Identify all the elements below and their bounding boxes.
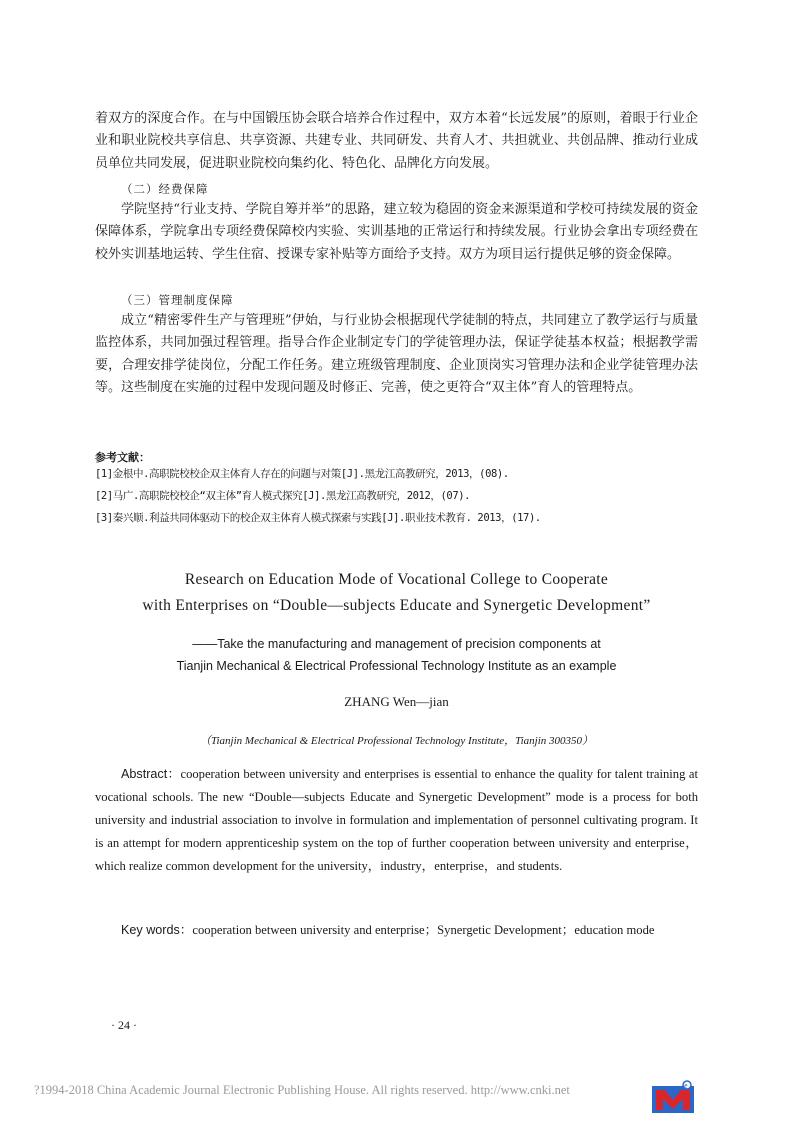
abstract-label: Abstract [121, 767, 168, 781]
reference-item: [1]金根中.高职院校校企双主体育人存在的问题与对策[J].黑龙江高教研究，2013，(08). [95, 468, 509, 480]
english-title-line-1: Research on Education Mode of Vocational College to Cooperate [184, 571, 609, 588]
reference-item: [3]秦兴顺.利益共同体驱动下的校企双主体育人模式探索与实践[J].职业技术教育. 2013，(17). [95, 512, 541, 524]
abstract-text: ：cooperation between university and enterprises is essential to enhance the quality for talent training at vocational schools. The new “Double—subjects Educate and Synergetic Development” mode is a process for both university and industrial association to involve in formulation and implementation of personnel cultivating program. It is an attempt for modern apprenticeship system on the top of further cooperation between university and enterprise，which realize common development for the university，industry，enterprise，and students. [95, 767, 698, 873]
english-subtitle-line-2: Tianjin Mechanical & Electrical Professional Technology Institute as an example [176, 659, 617, 673]
logo-e-letter: e [684, 1083, 688, 1090]
section-heading-management: （三）管理制度保障 [121, 293, 234, 307]
keywords-label: Key words [121, 923, 180, 937]
cnki-logo-icon [651, 1080, 695, 1114]
author-affiliation: （Tianjin Mechanical & Electrical Professional Technology Institute，Tianjin 300350） [199, 735, 594, 747]
english-title-line-2: with Enterprises on “Double—subjects Educate and Synergetic Development” [142, 597, 651, 614]
section-heading-funding: （二）经费保障 [121, 182, 209, 196]
author-name: ZHANG Wen—jian [344, 694, 449, 709]
english-subtitle-line-1: ——Take the manufacturing and management of precision components at [192, 637, 601, 651]
body-paragraph-3: 成立“精密零件生产与管理班”伊始，与行业协会根据现代学徒制的特点，共同建立了教学运行与质量监控体系，共同加强过程管理。指导合作企业制定专门的学徒管理办法，保证学徒基本权益；根据教学需要，合理安排学徒岗位，分配工作任务。建立班级管理制度、企业顶岗实习管理办法和企业学徒管理办法等。这些制度在实施的过程中发现问题及时修正、完善，使之更符合“双主体”育人的管理特点。 [95, 313, 698, 396]
references-title: 参考文献： [95, 451, 150, 464]
body-paragraph-2: 学院坚持“行业支持、学院自筹并举”的思路，建立较为稳固的资金来源渠道和学校可持续发展的资金保障体系，学院拿出专项经费保障校内实验、实训基地的正常运行和持续发展。行业协会拿出专项经费在校外实训基地运转、学生住宿、授课专家补贴等方面给予支持。双方为项目运行提供足够的资金保障。 [95, 202, 698, 262]
keywords-text: ：cooperation between university and enterprise；Synergetic Development；education mode [179, 923, 655, 937]
reference-item: [2]马广.高职院校校企“双主体”育人模式探究[J].黑龙江高教研究，2012，(07). [95, 490, 471, 502]
copyright-footer: ?1994-2018 China Academic Journal Electronic Publishing House. All rights reserved. http://www.cnki.net [34, 1083, 570, 1097]
keywords [95, 919, 698, 942]
body-paragraph-1: 着双方的深度合作。在与中国锻压协会联合培养合作过程中，双方本着“长远发展”的原则，着眼于行业企业和职业院校共享信息、共享资源、共建专业、共同研发、共育人才、共担就业、共创品牌、推动行业成员单位共同发展，促进职业院校向集约化、特色化、品牌化方向发展。 [95, 111, 698, 171]
page-number: · 24 · [111, 1018, 137, 1032]
abstract [95, 763, 698, 878]
